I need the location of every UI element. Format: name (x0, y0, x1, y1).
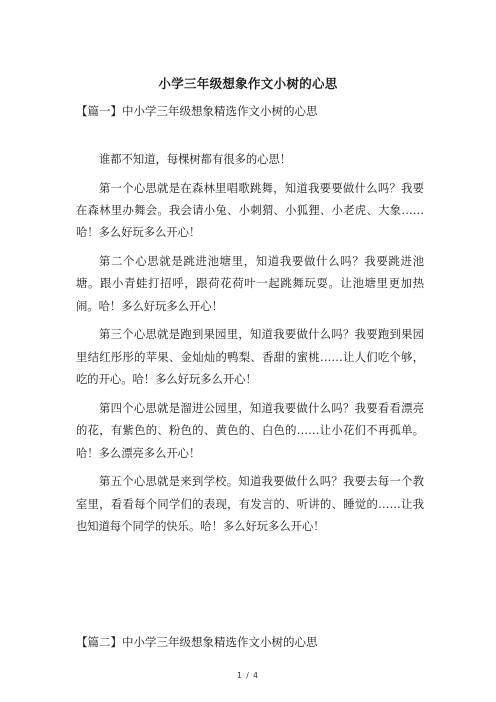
paragraph-3: 第二个心思就是跳进池塘里，知道我要做什么吗？我要跳进池塘。跟小青蛙打招呼，跟荷花荷叶一起跳舞玩耍。让池塘里更加热闹。哈！多么好玩多么开心！ (76, 255, 424, 313)
paragraph-6: 第五个心思就是来到学校。知道我要做什么吗？我要去每一个教室里，看看每个同学们的表现，有发言的、听讲的、睡觉的……让我也知道每个同学的快乐。哈！多么好玩多么开心！ (76, 475, 424, 534)
paragraph-5: 第四个心思就是溜进公园里，知道我要做什么吗？我要看看漂亮的花，有紫色的、粉色的、黄色的、白色的……让小花们不再孤单。哈！多么漂亮多么开心！ (76, 401, 424, 460)
paragraph-4: 第三个心思就是跑到果园里，知道我要做什么吗？我要跑到果园里结红彤彤的苹果、金灿灿的鸭梨、香甜的蜜桃……让人们吃个够，吃的开心。哈！多么好玩多么开心！ (76, 328, 424, 387)
section-heading-2: 【篇二】中小学三年级想象精选作文小树的心思 (76, 635, 318, 649)
page-number: 1 / 4 (237, 671, 259, 680)
paragraph-1: 谁都不知道，每棵树都有很多的心思！ (99, 153, 292, 166)
essay-body (76, 149, 424, 545)
section-heading-1: 【篇一】中小学三年级想象精选作文小树的心思 (76, 104, 318, 118)
page-title: 小学三年级想象作文小树的心思 (158, 76, 338, 91)
paragraph-2: 第一个心思就是在森林里唱歌跳舞，知道我要要做什么吗？我要在森林里办舞会。我会请小兔、小刺猬、小狐狸、小老虎、大象……哈！多么好玩多么开心！ (76, 181, 424, 240)
